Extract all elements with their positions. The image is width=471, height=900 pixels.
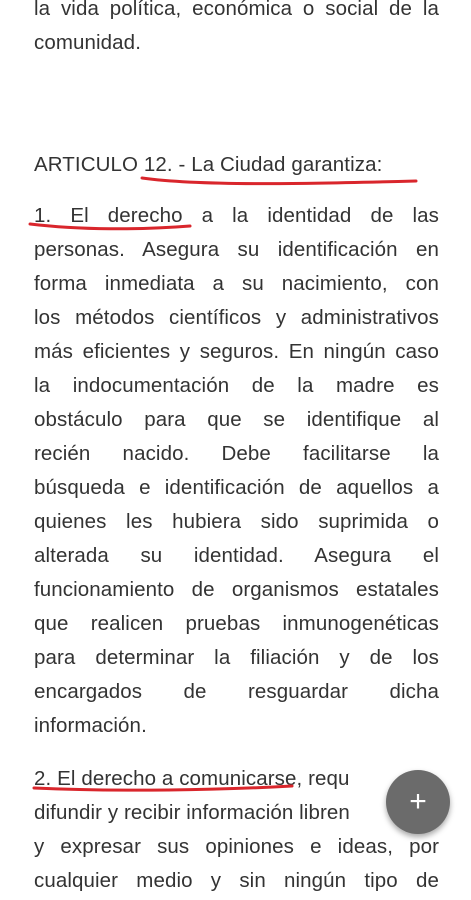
text-line: y expresar sus opiniones e ideas, por: [34, 835, 439, 858]
text-line: obstáculo para que se identifique al: [34, 408, 439, 431]
text-line: comunidad.: [34, 31, 141, 54]
text-line: la indocumentación de la madre es: [34, 374, 439, 397]
text-line: 1. El derecho a la identidad de las: [34, 204, 439, 227]
text-line: 2. El derecho a comunicarse, requ: [34, 767, 350, 790]
text-line: difundir y recibir información libren: [34, 801, 350, 824]
text-line: la vida política, económica o social de la: [34, 0, 439, 20]
article-item-1: [34, 199, 439, 743]
add-button[interactable]: [386, 770, 450, 834]
intro-text: [34, 0, 439, 60]
text-line: búsqueda e identificación de aquellos a: [34, 476, 439, 499]
text-line: para determinar la filiación y de los: [34, 646, 439, 669]
text-line: encargados de resguardar dicha: [34, 680, 439, 703]
text-line: información.: [34, 714, 147, 737]
text-line: los métodos científicos y administrativos: [34, 306, 439, 329]
text-line: recién nacido. Debe facilitarse la: [34, 442, 439, 465]
text-line: forma inmediata a su nacimiento, con: [34, 272, 439, 295]
text-line: cualquier medio y sin ningún tipo de: [34, 869, 439, 892]
article-heading: ARTICULO 12. - La Ciudad garantiza:: [34, 153, 383, 176]
text-line: más eficientes y seguros. En ningún caso: [34, 340, 439, 363]
plus-icon: +: [409, 785, 427, 818]
article-item-2: [34, 762, 439, 898]
text-line: personas. Asegura su identificación en: [34, 238, 439, 261]
text-line: alterada su identidad. Asegura el: [34, 544, 439, 567]
text-line: quienes les hubiera sido suprimida o: [34, 510, 439, 533]
text-line: que realicen pruebas inmunogenéticas: [34, 612, 439, 635]
text-line: funcionamiento de organismos estatales: [34, 578, 439, 601]
